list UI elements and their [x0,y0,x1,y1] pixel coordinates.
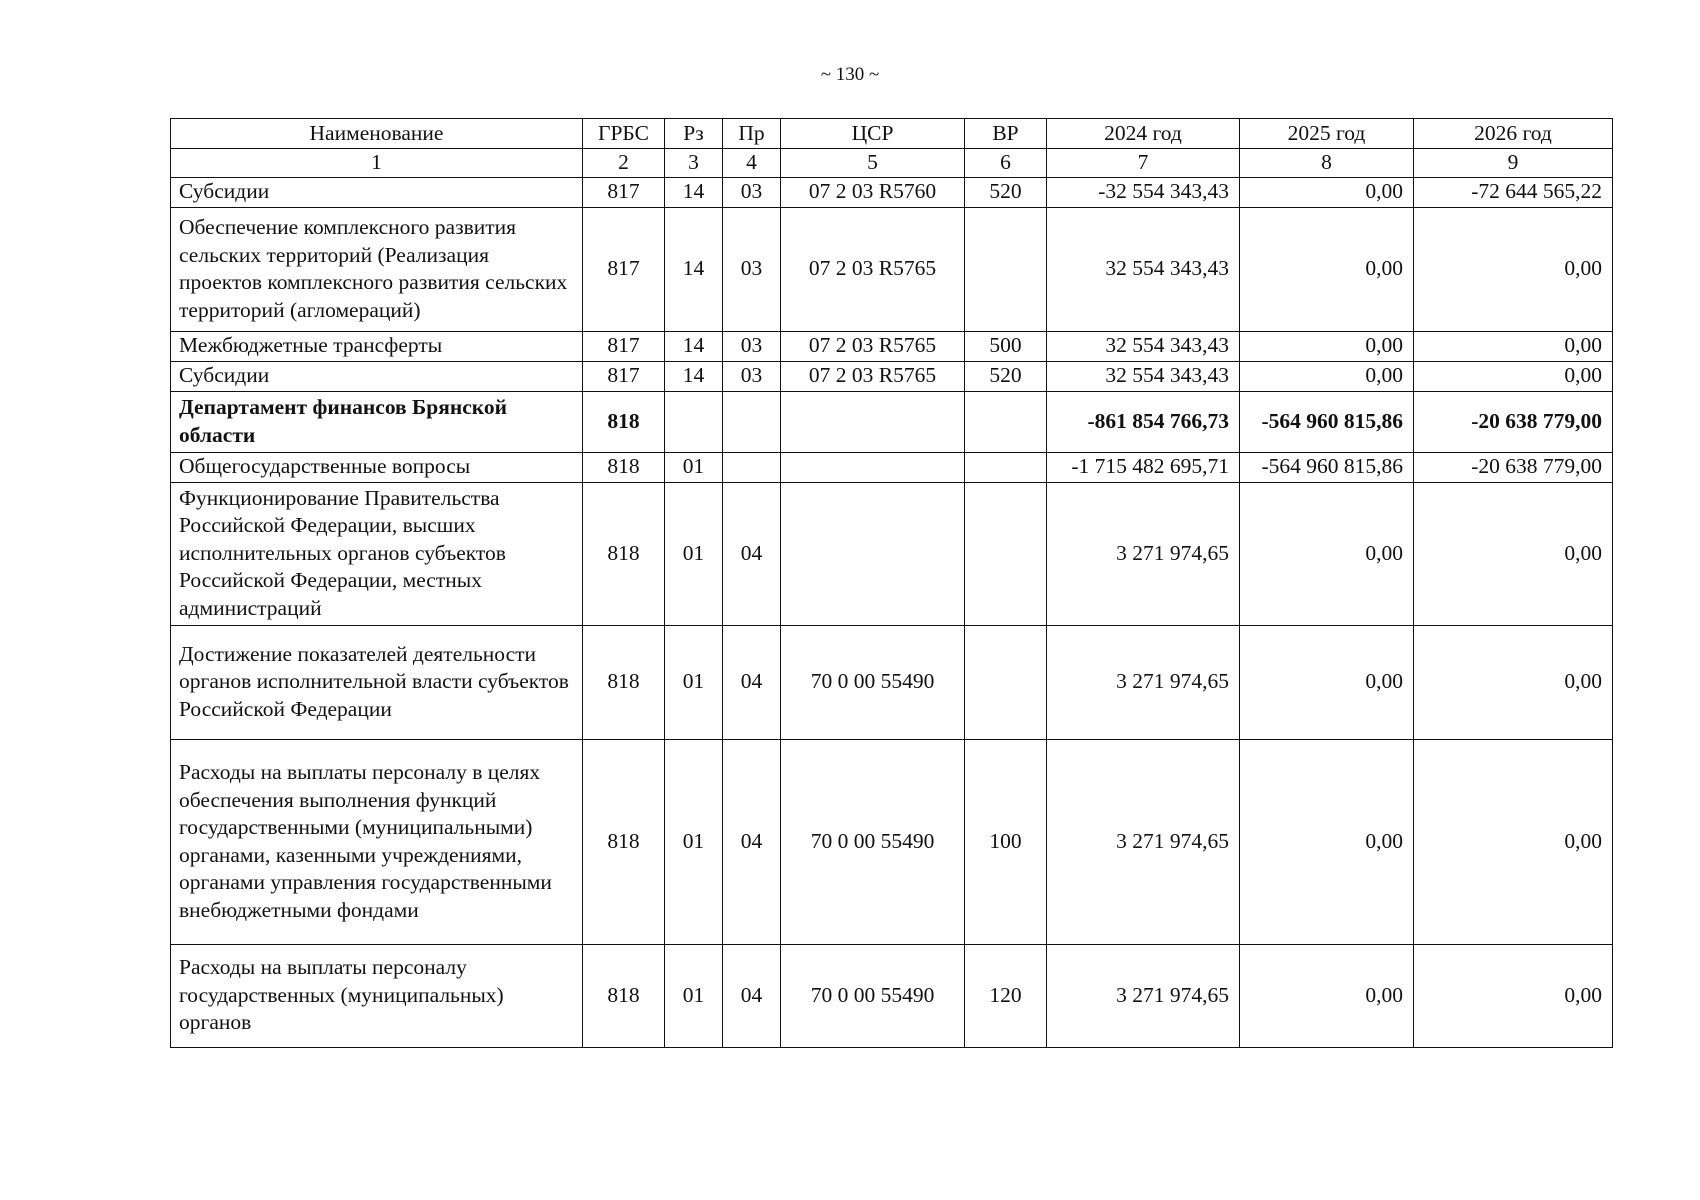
cell-pr: 04 [723,944,781,1047]
cell-2025: 0,00 [1240,177,1414,207]
index-cell: 4 [723,149,781,178]
index-cell: 8 [1240,149,1414,178]
cell-vr: 520 [965,177,1047,207]
cell-2024: 3 271 974,65 [1047,625,1240,739]
index-cell: 9 [1414,149,1613,178]
cell-name: Департамент финансов Брянской области [171,391,583,452]
table-row [171,944,1613,1047]
cell-2024: 3 271 974,65 [1047,944,1240,1047]
cell-2024: 32 554 343,43 [1047,361,1240,391]
header-cell-vr: ВР [965,119,1047,149]
header-cell-csr: ЦСР [781,119,965,149]
index-cell: 7 [1047,149,1240,178]
cell-name: Обеспечение комплексного развития сельских территорий (Реализация проектов комплексного развития сельских территорий (агломераций) [171,207,583,331]
table-body [171,119,1613,1048]
table-row [171,207,1613,331]
cell-2024: -1 715 482 695,71 [1047,452,1240,482]
cell-2025: -564 960 815,86 [1240,452,1414,482]
cell-vr: 100 [965,739,1047,944]
cell-grbs: 817 [583,207,665,331]
index-cell: 5 [781,149,965,178]
table-row [171,177,1613,207]
table-row [171,452,1613,482]
cell-pr: 03 [723,331,781,361]
cell-2026: 0,00 [1414,361,1613,391]
cell-2026: 0,00 [1414,207,1613,331]
cell-vr: 120 [965,944,1047,1047]
cell-csr: 07 2 03 R5765 [781,331,965,361]
cell-grbs: 818 [583,391,665,452]
cell-csr: 70 0 00 55490 [781,625,965,739]
header-cell-pr: Пр [723,119,781,149]
cell-name: Достижение показателей деятельности органов исполнительной власти субъектов Российской Федерации [171,625,583,739]
cell-vr: 500 [965,331,1047,361]
cell-2025: 0,00 [1240,625,1414,739]
cell-vr [965,207,1047,331]
cell-vr [965,482,1047,625]
cell-2025: 0,00 [1240,361,1414,391]
cell-2024: 3 271 974,65 [1047,739,1240,944]
cell-csr [781,452,965,482]
cell-rz: 14 [665,207,723,331]
header-cell-2025: 2025 год [1240,119,1414,149]
index-cell: 6 [965,149,1047,178]
cell-2025: 0,00 [1240,331,1414,361]
cell-csr: 70 0 00 55490 [781,944,965,1047]
cell-name: Расходы на выплаты персоналу государственных (муниципальных) органов [171,944,583,1047]
header-cell-2026: 2026 год [1414,119,1613,149]
cell-grbs: 818 [583,482,665,625]
header-cell-rz: Рз [665,119,723,149]
header-row [171,119,1613,149]
table-row [171,331,1613,361]
table-row [171,625,1613,739]
cell-grbs: 818 [583,739,665,944]
budget-table [170,118,1613,1048]
cell-2025: -564 960 815,86 [1240,391,1414,452]
cell-2025: 0,00 [1240,482,1414,625]
cell-grbs: 818 [583,625,665,739]
table-row [171,361,1613,391]
cell-2026: 0,00 [1414,331,1613,361]
header-cell-2024: 2024 год [1047,119,1240,149]
cell-2024: 32 554 343,43 [1047,331,1240,361]
cell-rz: 01 [665,739,723,944]
cell-vr [965,391,1047,452]
index-cell: 1 [171,149,583,178]
cell-rz: 01 [665,625,723,739]
cell-2026: -20 638 779,00 [1414,391,1613,452]
cell-name: Функционирование Правительства Российской Федерации, высших исполнительных органов субъектов Российской Федерации, местных администраций [171,482,583,625]
index-cell: 3 [665,149,723,178]
cell-name: Субсидии [171,361,583,391]
cell-pr: 04 [723,482,781,625]
cell-csr [781,482,965,625]
cell-name: Общегосударственные вопросы [171,452,583,482]
cell-rz: 01 [665,482,723,625]
page-number: ~ 130 ~ [820,64,880,85]
cell-name: Расходы на выплаты персоналу в целях обеспечения выполнения функций государственными (муниципальными) органами, казенными учреждениями, органами управления государственными внебюджетными фондами [171,739,583,944]
cell-csr [781,391,965,452]
cell-2026: 0,00 [1414,739,1613,944]
cell-pr: 04 [723,625,781,739]
cell-2024: 32 554 343,43 [1047,207,1240,331]
cell-rz [665,391,723,452]
cell-2025: 0,00 [1240,944,1414,1047]
cell-csr: 07 2 03 R5760 [781,177,965,207]
index-cell: 2 [583,149,665,178]
table-row [171,482,1613,625]
cell-2025: 0,00 [1240,207,1414,331]
cell-rz: 01 [665,944,723,1047]
cell-2025: 0,00 [1240,739,1414,944]
cell-grbs: 817 [583,331,665,361]
cell-2026: -20 638 779,00 [1414,452,1613,482]
cell-grbs: 817 [583,177,665,207]
cell-rz: 01 [665,452,723,482]
cell-rz: 14 [665,331,723,361]
table-row [171,739,1613,944]
cell-rz: 14 [665,361,723,391]
cell-2024: -861 854 766,73 [1047,391,1240,452]
cell-name: Межбюджетные трансферты [171,331,583,361]
cell-pr: 04 [723,739,781,944]
cell-2024: 3 271 974,65 [1047,482,1240,625]
cell-rz: 14 [665,177,723,207]
cell-pr: 03 [723,207,781,331]
cell-grbs: 817 [583,361,665,391]
table-row [171,391,1613,452]
cell-pr [723,452,781,482]
cell-pr: 03 [723,361,781,391]
cell-2026: 0,00 [1414,625,1613,739]
cell-pr [723,391,781,452]
cell-vr: 520 [965,361,1047,391]
cell-vr [965,625,1047,739]
cell-pr: 03 [723,177,781,207]
cell-name: Субсидии [171,177,583,207]
header-cell-grbs: ГРБС [583,119,665,149]
cell-2024: -32 554 343,43 [1047,177,1240,207]
header-cell-name: Наименование [171,119,583,149]
cell-vr [965,452,1047,482]
cell-2026: -72 644 565,22 [1414,177,1613,207]
cell-csr: 07 2 03 R5765 [781,207,965,331]
cell-2026: 0,00 [1414,944,1613,1047]
cell-grbs: 818 [583,944,665,1047]
cell-csr: 07 2 03 R5765 [781,361,965,391]
cell-csr: 70 0 00 55490 [781,739,965,944]
column-index-row [171,149,1613,178]
cell-grbs: 818 [583,452,665,482]
cell-2026: 0,00 [1414,482,1613,625]
